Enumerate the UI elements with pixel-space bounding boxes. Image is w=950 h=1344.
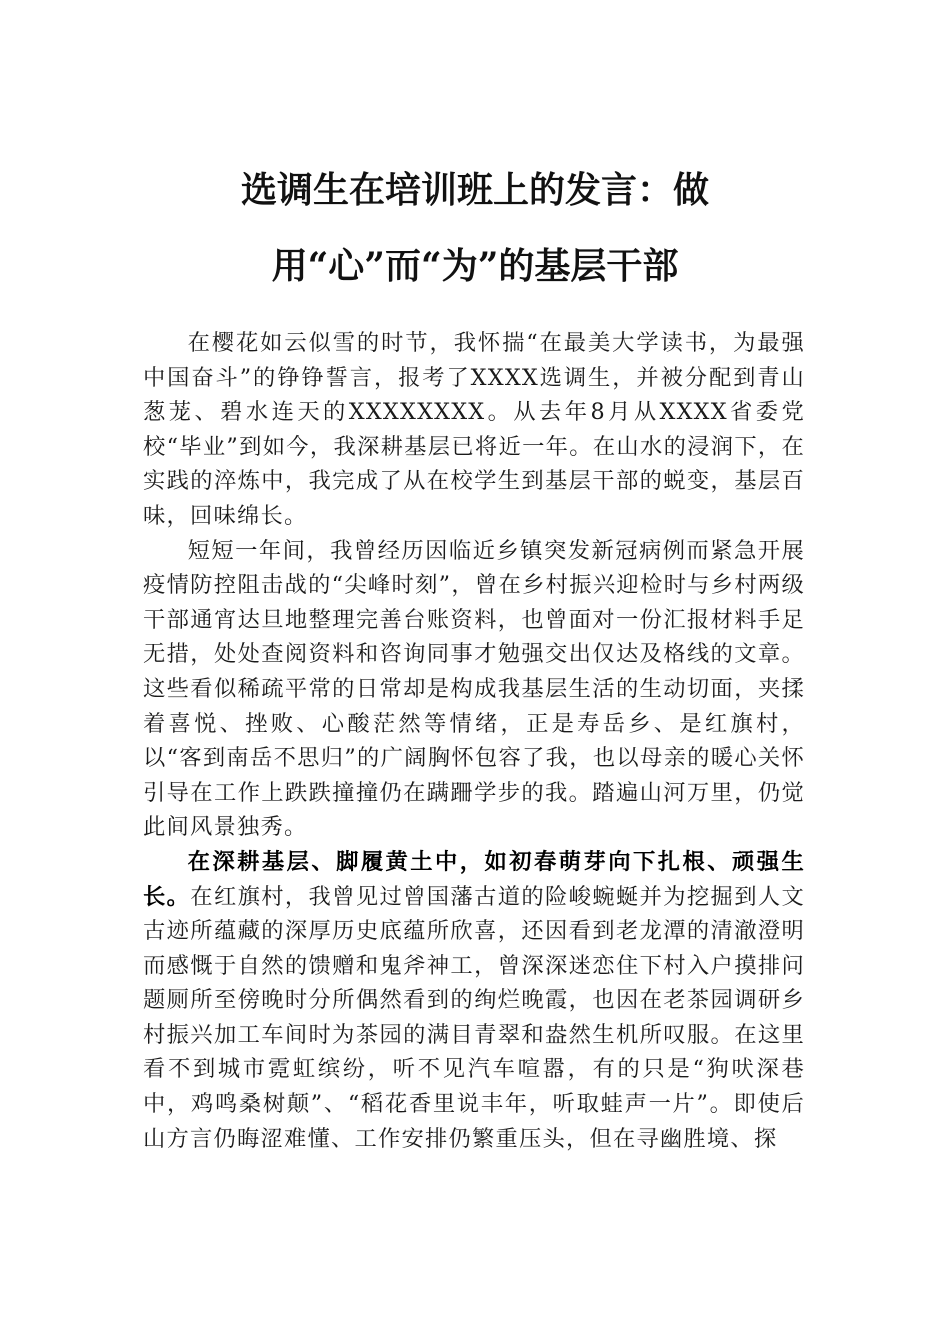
- page-title: 选调生在培训班上的发言：做用“心”而“为”的基层干部: [240, 169, 709, 287]
- paragraph-1: [143, 326, 805, 534]
- paragraph-3-lead: 在深耕基层、脚履黄土中，如初春萌芽向下扎根、顽强生长。: [143, 848, 805, 910]
- paragraph-3-text: 在红旗村，我曾见过曾国藩古道的险峻蜿蜒并为挖掘到人文古迹所蕴藏的深厚历史底蕴所欣喜，还因看到老龙潭的清澈澄明而感慨于自然的馈赠和鬼斧神工，曾深深迷恋住下村入户摸排问题厕所至傍晚时分所偶然看到的绚烂晚霞，也因在老茶园调研乡村振兴加工车间时为茶园的满目青翠和盎然生机所叹服。在这里看不到城市霓虹缤纷，听不见汽车喧嚣，有的只是“狗吠深巷中，鸡鸣桑树颠”、“稻花香里说丰年，听取蛙声一片”。即使后山方言仍晦涩难懂、工作安排仍繁重压头，但在寻幽胜境、探: [143, 883, 805, 1152]
- paragraph-1-text: 在樱花如云似雪的时节，我怀揣“在最美大学读书，为最强中国奋斗”的铮铮誓言，报考了XXXX选调生，并被分配到青山葱茏、碧水连天的XXXXXXXX。从去年8月从XXXX省委党校“毕业”到如今，我深耕基层已将近一年。在山水的浸润下，在实践的淬炼中，我完成了从在校学生到基层干部的蜕变，基层百味，回味绵长。: [143, 330, 805, 529]
- paragraph-2: [143, 534, 805, 845]
- document-body: [143, 326, 805, 1156]
- paragraph-3: [143, 845, 805, 1156]
- paragraph-2-text: 短短一年间，我曾经历因临近乡镇突发新冠病例而紧急开展疫情防控阻击战的“尖峰时刻”，曾在乡村振兴迎检时与乡村两级干部通宵达旦地整理完善台账资料，也曾面对一份汇报材料手足无措，处处查阅资料和咨询同事才勉强交出仅达及格线的文章。这些看似稀疏平常的日常却是构成我基层生活的生动切面，夹揉着喜悦、挫败、心酸茫然等情绪，正是寿岳乡、是红旗村，以“客到南岳不思归”的广阔胸怀包容了我，也以母亲的暖心关怀引导在工作上跌跌撞撞仍在蹒跚学步的我。踏遍山河万里，仍觉此间风景独秀。: [143, 537, 805, 841]
